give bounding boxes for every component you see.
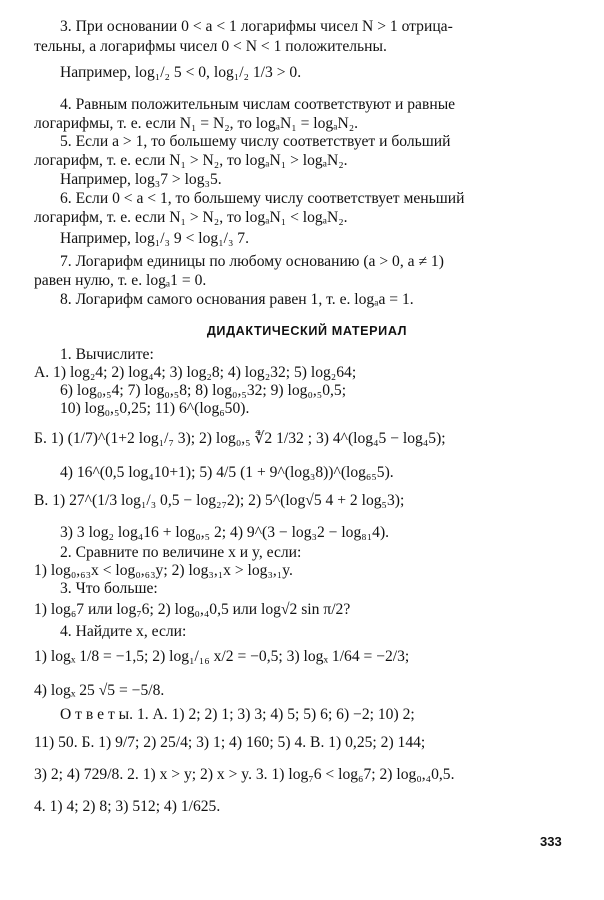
- text-line: 7. Логарифм единицы по любому основанию (a > 0, a ≠ 1): [60, 253, 444, 270]
- text-line: О т в е т ы. 1. А. 1) 2; 2) 1; 3) 3; 4) 5; 5) 6; 6) −2; 10) 2;: [60, 706, 415, 723]
- text-line: Например, log₁/₃ 9 < log₁/₃ 7.: [60, 230, 249, 247]
- text-line: 4) 16^(0,5 log₄10+1); 5) 4/5 (1 + 9^(log₃8))^(log₆₅5).: [60, 464, 394, 481]
- page-number: 333: [540, 834, 562, 849]
- section-heading: ДИДАКТИЧЕСКИЙ МАТЕРИАЛ: [206, 324, 408, 338]
- text-line: 1) log₀,₆₃x < log₀,₆₃y; 2) log₃,₁x > log₃,₁y.: [34, 562, 293, 579]
- text-line: 4. 1) 4; 2) 8; 3) 512; 4) 1/625.: [34, 798, 221, 815]
- text-line: 4. Найдите x, если:: [60, 623, 187, 640]
- text-line: Б. 1) (1/7)^(1+2 log₁/₇ 3); 2) log₀,₅ ∜2 1/32 ; 3) 4^(log₄5 − log₄5);: [34, 430, 446, 447]
- text-line: логарифмы, т. е. если N₁ = N₂, то logₐN₁ = logₐN₂.: [34, 115, 359, 132]
- text-line: 4. Равным положительным числам соответствуют и равные: [60, 96, 456, 113]
- text-line: 3. Что больше:: [60, 580, 158, 597]
- text-line: 6) log₀,₅4; 7) log₀,₅8; 8) log₀,₅32; 9) log₀,₅0,5;: [60, 382, 347, 399]
- text-line: 1) logₓ 1/8 = −1,5; 2) log₁/₁₆ x/2 = −0,5; 3) logₓ 1/64 = −2/3;: [34, 648, 410, 665]
- text-line: Например, log₁/₂ 5 < 0, log₁/₂ 1/3 > 0.: [60, 64, 302, 81]
- text-line: логарифм, т. е. если N₁ > N₂, то logₐN₁ > logₐN₂.: [34, 152, 348, 169]
- text-line: 3) 2; 4) 729/8. 2. 1) x > y; 2) x > y. 3. 1) log₇6 < log₆7; 2) log₀,₄0,5.: [34, 766, 455, 783]
- text-line: тельны, а логарифмы чисел 0 < N < 1 положительны.: [34, 38, 387, 55]
- text-line: В. 1) 27^(1/3 log₁/₃ 0,5 − log₂₇2); 2) 5^(log√5 4 + 2 log₅3);: [34, 492, 405, 509]
- text-line: равен нулю, т. е. logₐ1 = 0.: [34, 272, 207, 289]
- text-line: 1. Вычислите:: [60, 346, 154, 363]
- text-line: 1) log₆7 или log₇6; 2) log₀,₄0,5 или log√2 sin π/2?: [34, 601, 351, 618]
- text-line: 8. Логарифм самого основания равен 1, т. е. logₐa = 1.: [60, 291, 414, 308]
- text-line: 11) 50. Б. 1) 9/7; 2) 25/4; 3) 1; 4) 160; 5) 4. В. 1) 0,25; 2) 144;: [34, 734, 426, 751]
- text-line: 6. Если 0 < a < 1, то большему числу соответствует меньший: [60, 190, 465, 207]
- text-line: логарифм, т. е. если N₁ > N₂, то logₐN₁ < logₐN₂.: [34, 209, 348, 226]
- text-line: 5. Если a > 1, то большему числу соответствует и больший: [60, 133, 451, 150]
- text-line: Например, log₃7 > log₃5.: [60, 171, 222, 188]
- text-line: 3) 3 log₂ log₄16 + log₀,₅ 2; 4) 9^(3 − log₃2 − log₈₁4).: [60, 524, 390, 541]
- text-line: А. 1) log₂4; 2) log₄4; 3) log₂8; 4) log₂32; 5) log₂64;: [34, 364, 357, 381]
- text-line: 10) log₀,₅0,25; 11) 6^(log₆50).: [60, 400, 250, 417]
- text-line: 3. При основании 0 < a < 1 логарифмы чисел N > 1 отрица-: [60, 18, 453, 35]
- text-line: 2. Сравните по величине x и y, если:: [60, 544, 302, 561]
- text-line: 4) logₓ 25 √5 = −5/8.: [34, 682, 165, 699]
